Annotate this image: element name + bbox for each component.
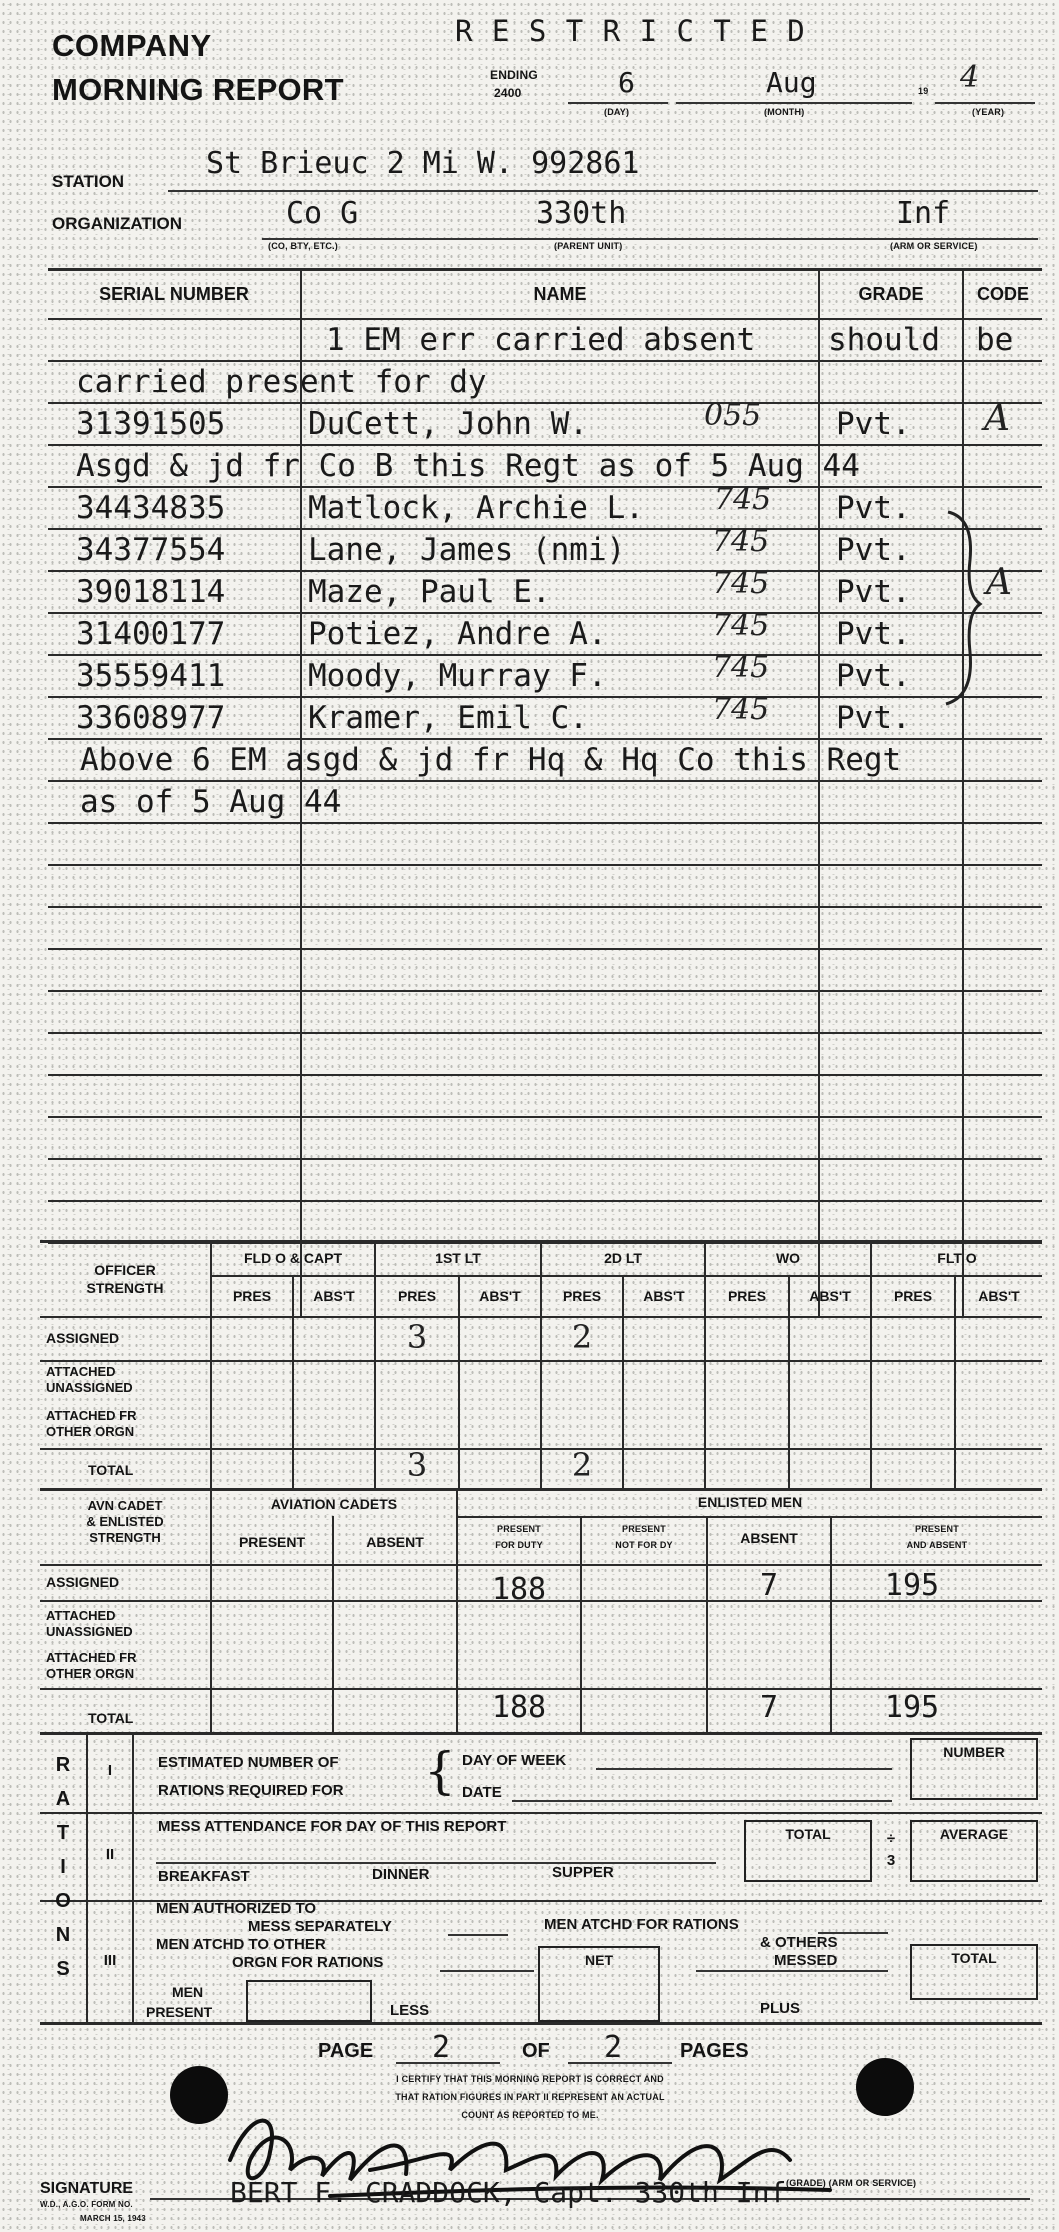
entry-row-3-code: A [984,398,1010,439]
entry-row-9-serial: 35559411 [76,658,226,694]
certification-line-2: THAT RATION FIGURES IN PART II REPRESENT AN ACTUAL [395,2092,665,2102]
grade-column-rule [962,268,964,1318]
men-atchd-other-label-2: ORGN FOR RATIONS [232,1954,384,1971]
entry-row-2: carried present for dy [76,364,487,400]
bracket-mark [940,490,990,720]
men-authorized-label-1: MEN AUTHORIZED TO [156,1900,316,1917]
entry-row-5-number: 745 [714,482,772,517]
col-abst: ABS'T [479,1288,521,1304]
section-i: I [107,1762,113,1779]
ending-label: ENDING [490,68,538,82]
report-month: Aug [766,66,817,99]
entry-row-12: as of 5 Aug 44 [80,784,342,820]
divide-by-three: 3 [886,1852,896,1869]
entry-row-6-serial: 34377554 [76,532,226,568]
rations-total-label: TOTAL [951,1950,997,1966]
col-pres: PRES [232,1288,272,1304]
entry-row-7-code: A [986,562,1012,603]
parent-unit-caption: (PARENT UNIT) [554,241,623,251]
cadets-absent-header: ABSENT [366,1534,424,1550]
present-for-duty-2: FOR DUTY [495,1540,543,1550]
enlisted-label-2: & ENLISTED [86,1514,164,1529]
group-wo: WO [775,1250,801,1266]
restricted-stamp: R E S T R I C T E D [455,14,806,48]
present-for-duty-1: PRESENT [497,1524,541,1534]
form-number: W.D., A.G.O. FORM NO. [40,2200,133,2209]
day-of-week-label: DAY OF WEEK [462,1752,567,1769]
dinner-label: DINNER [372,1866,430,1883]
entry-row-6-grade: Pvt. [836,532,911,568]
em-absent-header: ABSENT [740,1530,798,1546]
group-1st-lt: 1ST LT [435,1250,481,1266]
page-number: 2 [432,2030,451,2065]
mess-attendance-label: MESS ATTENDANCE FOR DAY OF THIS REPORT [158,1818,507,1835]
year-prefix: 19 [918,86,929,96]
men-atchd-other-label-1: MEN ATCHD TO OTHER [156,1936,326,1953]
total-2d-lt-pres: 2 [571,1446,593,1484]
entry-row-10-number: 745 [712,692,770,727]
men-authorized-label-2: MESS SEPARATELY [248,1918,392,1935]
mess-total-label: TOTAL [785,1826,831,1842]
entry-row-1-name: 1 EM err carried absent [326,322,756,358]
men-present-box [246,1980,372,2022]
entry-row-8-number: 745 [712,608,770,643]
arm-caption: (ARM OR SERVICE) [890,241,978,251]
estimated-number-label-1: ESTIMATED NUMBER OF [158,1754,339,1771]
entry-row-9-name: Moody, Murray F. [308,658,607,694]
officer-row-unassigned: UNASSIGNED [46,1380,133,1395]
entry-row-10-serial: 33608977 [76,700,226,736]
entry-row-7-name: Maze, Paul E. [308,574,551,610]
entry-row-3-name: DuCett, John W. [308,406,588,442]
plus-label: PLUS [760,2000,801,2017]
entry-row-1-grade: should [828,322,940,358]
grade-header: GRADE [858,284,924,304]
enlisted-row-attached-fr: ATTACHED FR [46,1650,137,1665]
col-abst: ABS'T [643,1288,685,1304]
col-abst: ABS'T [313,1288,355,1304]
assigned-1st-lt-pres: 3 [406,1318,428,1356]
entry-row-8-name: Potiez, Andre A. [308,616,607,652]
name-header: NAME [533,284,587,304]
present-and-absent-2: AND ABSENT [906,1540,968,1550]
entry-row-1-code: be [976,322,1014,358]
enlisted-row-other-orgn: OTHER ORGN [46,1666,135,1681]
entry-row-9-number: 745 [712,650,770,685]
present-not-for-duty-1: PRESENT [622,1524,666,1534]
month-caption: (MONTH) [764,107,805,117]
entry-row-10-grade: Pvt. [836,700,911,736]
date-label: DATE [462,1784,502,1801]
entries-header-rule [48,318,1042,320]
messed-label: MESSED [774,1952,838,1969]
officer-row-attached-fr: ATTACHED FR [46,1408,137,1423]
enlisted-row-attached: ATTACHED [46,1608,116,1623]
binder-hole-right [856,2058,914,2116]
entry-row-11: Above 6 EM asgd & jd fr Hq & Hq Co this Regt [80,742,902,778]
ending-time-label: 2400 [494,86,522,100]
assigned-present-and-absent: 195 [884,1568,940,1603]
breakfast-label: BREAKFAST [158,1868,250,1885]
total-present-and-absent: 195 [884,1690,940,1725]
col-pres: PRES [727,1288,767,1304]
form-title-line1: COMPANY [52,28,212,63]
organization-company: Co G [286,196,359,231]
col-abst: ABS'T [809,1288,851,1304]
assigned-present-for-duty: 188 [491,1572,547,1607]
men-present-label-1: MEN [172,1984,204,2000]
rations-side-label: R A T I O N S [55,1754,71,1980]
number-label: NUMBER [943,1744,1005,1760]
col-abst: ABS'T [978,1288,1020,1304]
entry-row-10-name: Kramer, Emil C. [308,700,588,736]
col-pres: PRES [562,1288,602,1304]
group-2d-lt: 2D LT [604,1250,642,1266]
entry-row-7-grade: Pvt. [836,574,911,610]
grade-arm-caption: (GRADE) (ARM OR SERVICE) [786,2178,917,2188]
station-value: St Brieuc 2 Mi W. 992861 [206,146,640,181]
officer-row-other-orgn: OTHER ORGN [46,1424,135,1439]
col-pres: PRES [893,1288,933,1304]
entry-row-8-grade: Pvt. [836,616,911,652]
page-label: PAGE [318,2040,374,2062]
entry-row-5-grade: Pvt. [836,490,911,526]
form-date: MARCH 15, 1943 [80,2214,146,2223]
name-column-rule [818,268,820,1318]
entry-row-7-serial: 39018114 [76,574,226,610]
entry-row-6-name: Lane, James (nmi) [308,532,626,568]
form-title-line2: MORNING REPORT [52,72,344,107]
aviation-cadets-header: AVIATION CADETS [270,1496,398,1512]
officer-label-2: STRENGTH [86,1280,164,1296]
report-day: 6 [618,66,635,99]
entries-top-rule [48,268,1042,271]
entry-row-4: Asgd & jd fr Co B this Regt as of 5 Aug 44 [76,448,860,484]
station-label: STATION [52,172,125,191]
entry-row-5-name: Matlock, Archie L. [308,490,644,526]
men-atchd-rations-label: MEN ATCHD FOR RATIONS [544,1916,739,1933]
organization-label: ORGANIZATION [52,214,183,233]
present-and-absent-1: PRESENT [915,1524,959,1534]
entry-row-3-grade: Pvt. [836,406,911,442]
total-1st-lt-pres: 3 [406,1446,428,1484]
entry-row-6-number: 745 [712,524,770,559]
divide-sign: ÷ [886,1830,896,1847]
company-caption: (CO, BTY, ETC.) [268,241,338,251]
estimated-number-label-2: RATIONS REQUIRED FOR [158,1782,344,1799]
officer-row-total: TOTAL [88,1462,134,1478]
entry-row-5-serial: 34434835 [76,490,226,526]
pages-label: PAGES [680,2040,749,2062]
enlisted-row-unassigned: UNASSIGNED [46,1624,133,1639]
certification-line-1: I CERTIFY THAT THIS MORNING REPORT IS CORRECT AND [396,2074,664,2084]
certification-line-3: COUNT AS REPORTED TO ME. [461,2110,599,2120]
officer-label-1: OFFICER [94,1262,156,1278]
men-present-label-2: PRESENT [146,2004,213,2020]
assigned-2d-lt-pres: 2 [571,1318,593,1356]
enlisted-row-assigned: ASSIGNED [46,1574,120,1590]
enlisted-label-3: STRENGTH [89,1530,161,1545]
total-absent: 7 [759,1690,779,1725]
signature-label: SIGNATURE [40,2180,134,2197]
total-present-for-duty: 188 [491,1690,547,1725]
section-ii: II [105,1846,115,1863]
enlisted-row-total: TOTAL [88,1710,134,1726]
code-header: CODE [976,284,1029,304]
day-caption: (DAY) [604,107,630,117]
entry-row-3-serial: 31391505 [76,406,226,442]
enlisted-label-1: AVN CADET [87,1498,163,1513]
entry-row-7-number: 745 [712,566,770,601]
typed-signatory-name: BERT F. CRADDOCK, Capt. 330th Inf [230,2176,787,2209]
average-label: AVERAGE [939,1826,1009,1842]
officer-row-attached: ATTACHED [46,1364,116,1379]
net-label: NET [585,1952,613,1968]
report-year: 4 [960,60,980,95]
group-flt-o: FLT O [937,1250,977,1266]
entry-row-3-number: 055 [704,398,762,433]
of-label: OF [522,2040,550,2062]
year-caption: (YEAR) [972,107,1005,117]
organization-arm: Inf [896,196,951,231]
brace-mark: { [424,1742,456,1800]
organization-parent-unit: 330th [536,196,627,231]
group-fld-o-capt: FLD O & CAPT [244,1250,342,1266]
total-pages: 2 [604,2030,623,2065]
entry-row-9-grade: Pvt. [836,658,911,694]
less-label: LESS [390,2002,430,2019]
serial-number-header: SERIAL NUMBER [99,284,249,304]
entry-row-8-serial: 31400177 [76,616,226,652]
cadets-present-header: PRESENT [238,1534,306,1550]
enlisted-men-header: ENLISTED MEN [697,1494,803,1510]
officer-row-assigned: ASSIGNED [46,1330,120,1346]
section-iii: III [103,1952,117,1969]
assigned-absent: 7 [759,1568,779,1603]
col-pres: PRES [397,1288,437,1304]
present-not-for-duty-2: NOT FOR DY [615,1540,673,1550]
supper-label: SUPPER [552,1864,614,1881]
others-label: & OTHERS [760,1934,838,1951]
